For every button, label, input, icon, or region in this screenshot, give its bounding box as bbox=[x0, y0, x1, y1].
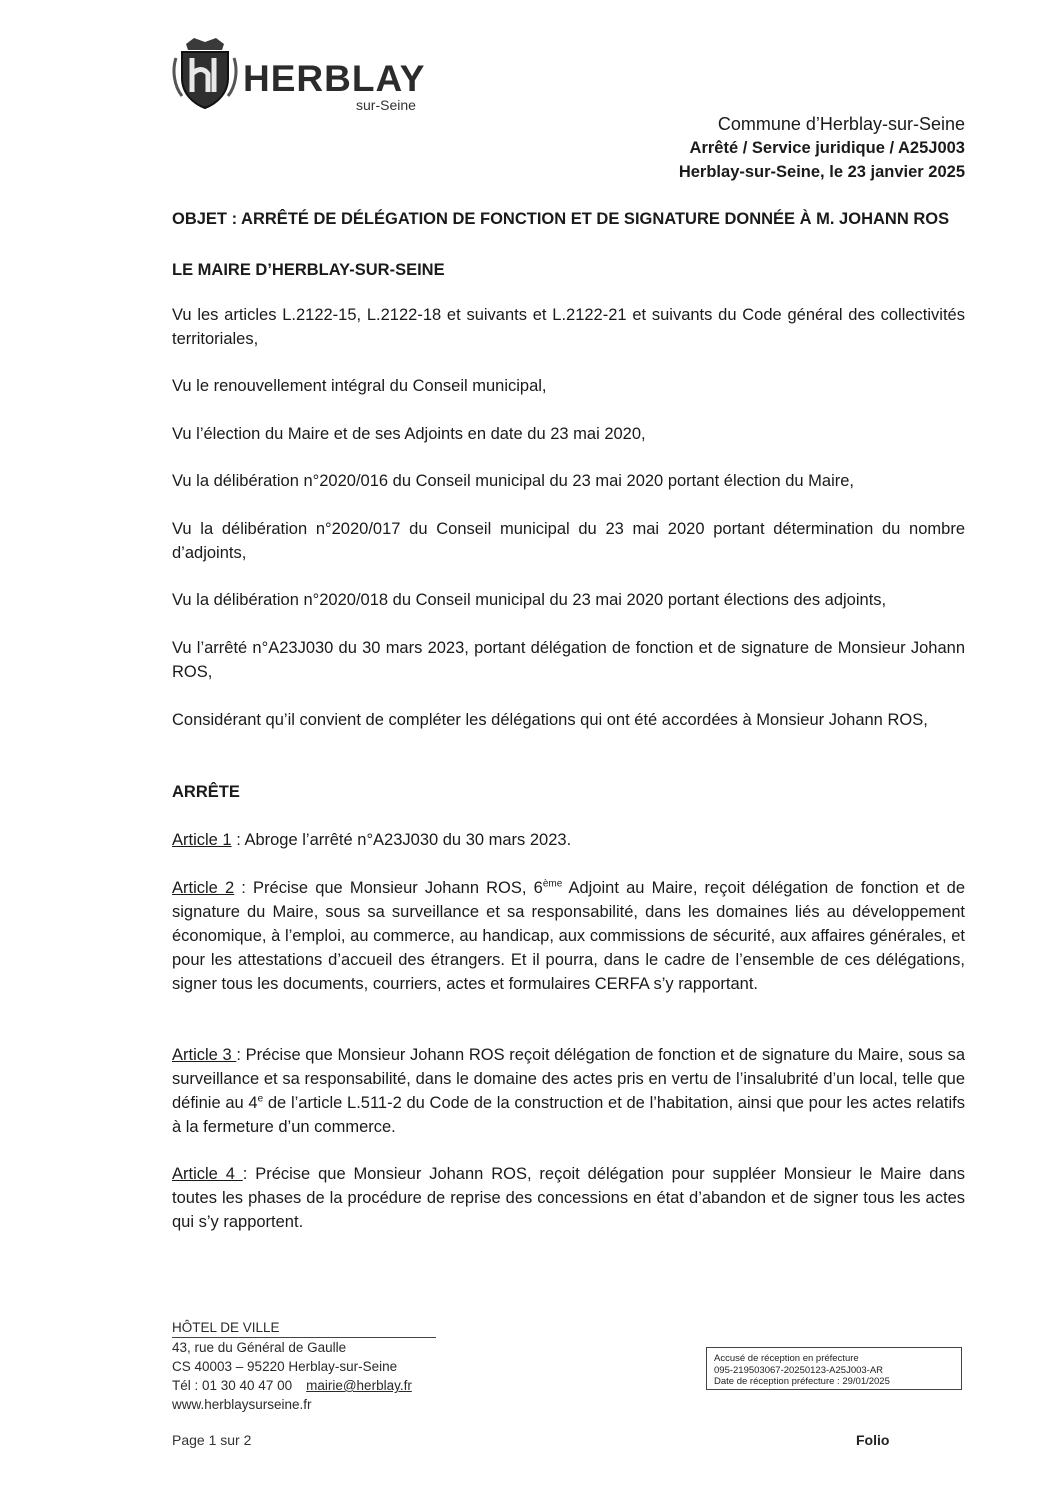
article-text: Précise que Monsieur Johann ROS, reçoit délégation pour suppléer Monsieur le Maire dans toutes les phases de la procédure de reprise des concessions en état d’abandon et de signer tous les actes qui s’y rapportent. bbox=[172, 1165, 966, 1231]
city-crest-icon bbox=[172, 34, 238, 110]
website-link[interactable]: www.herblaysurseine.fr bbox=[172, 1397, 312, 1412]
article-3: Article 3 : Précise que Monsieur Johann ROS reçoit délégation de fonction et de signature du Maire, sous sa surveillance et sa responsabilité, dans le domaine des actes pris en vertu de l’insalubrité d’un local, telle que définie au 4e de l’article L.511-2 du Code de la construction et de l’habitation, ainsi que pour les actes relatifs à la fermeture d’un commerce. bbox=[172, 1046, 966, 1136]
visa-paragraph: Vu la délibération n°2020/017 du Conseil municipal du 23 mai 2020 portant détermination du nombre d’adjoints, bbox=[172, 520, 965, 562]
page-number: Page 1 sur 2 bbox=[172, 1432, 252, 1448]
article-2: Article 2 : Précise que Monsieur Johann ROS, 6ème Adjoint au Maire, reçoit délégation de fonction et de signature du Maire, sous sa surveillance et sa responsabilité, dans les domaines liés au développement économique, à l’emploi, au commerce, au handicap, aux commissions de sécurité, aux affaires générales, et pour les attestations d’accueil des étrangers. Et il pourra, dans le cadre de l’ensemble de ces délégations, signer tous les documents, courriers, actes et formulaires CERFA s’y rapportant. bbox=[172, 878, 966, 993]
article-label: Article 3 bbox=[172, 1046, 237, 1064]
logo-wordmark: HERBLAY bbox=[243, 58, 426, 99]
considerant-paragraph: Considérant qu’il convient de compléter les délégations qui ont été accordées à Monsieur Johann ROS, bbox=[172, 711, 928, 729]
maire-title: LE MAIRE D’HERBLAY-SUR-SEINE bbox=[172, 261, 445, 279]
visa-paragraph: Vu l’élection du Maire et de ses Adjoints en date du 23 mai 2020, bbox=[172, 425, 646, 443]
article-text: Précise que Monsieur Johann ROS, 6 bbox=[253, 879, 543, 897]
herblay-logo bbox=[172, 34, 452, 114]
street-address: 43, rue du Général de Gaulle bbox=[172, 1340, 347, 1355]
article-label: Article 1 bbox=[172, 831, 232, 849]
article-4: Article 4 : Précise que Monsieur Johann ROS, reçoit délégation pour suppléer Monsieur le Maire dans toutes les phases de la procédure de reprise des concessions en état d’abandon et de signer tous les actes qui s’y rapportent. bbox=[172, 1165, 966, 1231]
email-link[interactable]: mairie@herblay.fr bbox=[306, 1378, 412, 1393]
visa-paragraph: Vu la délibération n°2020/018 du Conseil municipal du 23 mai 2020 portant élections des adjoints, bbox=[172, 591, 887, 609]
article-1: Article 1 : Abroge l’arrêté n°A23J030 du 30 mars 2023. bbox=[172, 831, 572, 849]
reference-line: Arrêté / Service juridique / A25J003 bbox=[689, 139, 965, 157]
prefecture-receipt-stamp: Accusé de réception en préfecture 095-219503067-20250123-A25J003-AR Date de réception préfecture : 29/01/2025 bbox=[706, 1347, 962, 1390]
contact-line bbox=[172, 1376, 438, 1395]
visa-paragraph: Vu la délibération n°2020/016 du Conseil municipal du 23 mai 2020 portant élection du Maire, bbox=[172, 472, 855, 490]
commune-name: Commune d’Herblay-sur-Seine bbox=[717, 114, 965, 134]
city-address: CS 40003 – 95220 Herblay-sur-Seine bbox=[172, 1359, 398, 1374]
folio-label: Folio bbox=[856, 1432, 890, 1448]
logo-subtitle: sur-Seine bbox=[356, 97, 416, 113]
article-label: Article 4 bbox=[172, 1165, 243, 1183]
visa-paragraph: Vu l’arrêté n°A23J030 du 30 mars 2023, portant délégation de fonction et de signature de Monsieur Johann ROS, bbox=[172, 639, 965, 681]
article-text: Précise que Monsieur Johann ROS reçoit délégation de fonction et de signature du Maire, sous sa surveillance et sa responsabilité, dans le domaine des actes pris en vertu de l’insalubrité d’un local, telle que définie au 4 bbox=[172, 1046, 966, 1112]
visa-paragraph: Vu le renouvellement intégral du Conseil municipal, bbox=[172, 377, 547, 395]
article-text: Abroge l’arrêté n°A23J030 du 30 mars 2023. bbox=[244, 831, 572, 849]
arrete-title: ARRÊTE bbox=[172, 783, 240, 801]
article-label: Article 2 bbox=[172, 879, 235, 897]
hotel-de-ville-label: HÔTEL DE VILLE bbox=[172, 1318, 436, 1338]
phone-number: Tél : 01 30 40 47 00 bbox=[172, 1378, 293, 1393]
visa-paragraph: Vu les articles L.2122-15, L.2122-18 et suivants et L.2122-21 et suivants du Code général des collectivités territoriales, bbox=[172, 306, 965, 348]
footer-address bbox=[172, 1318, 438, 1414]
date-line: Herblay-sur-Seine, le 23 janvier 2025 bbox=[678, 163, 965, 181]
objet-title: OBJET : ARRÊTÉ DE DÉLÉGATION DE FONCTION ET DE SIGNATURE DONNÉE À M. JOHANN ROS bbox=[172, 210, 950, 228]
document-header bbox=[679, 112, 965, 184]
